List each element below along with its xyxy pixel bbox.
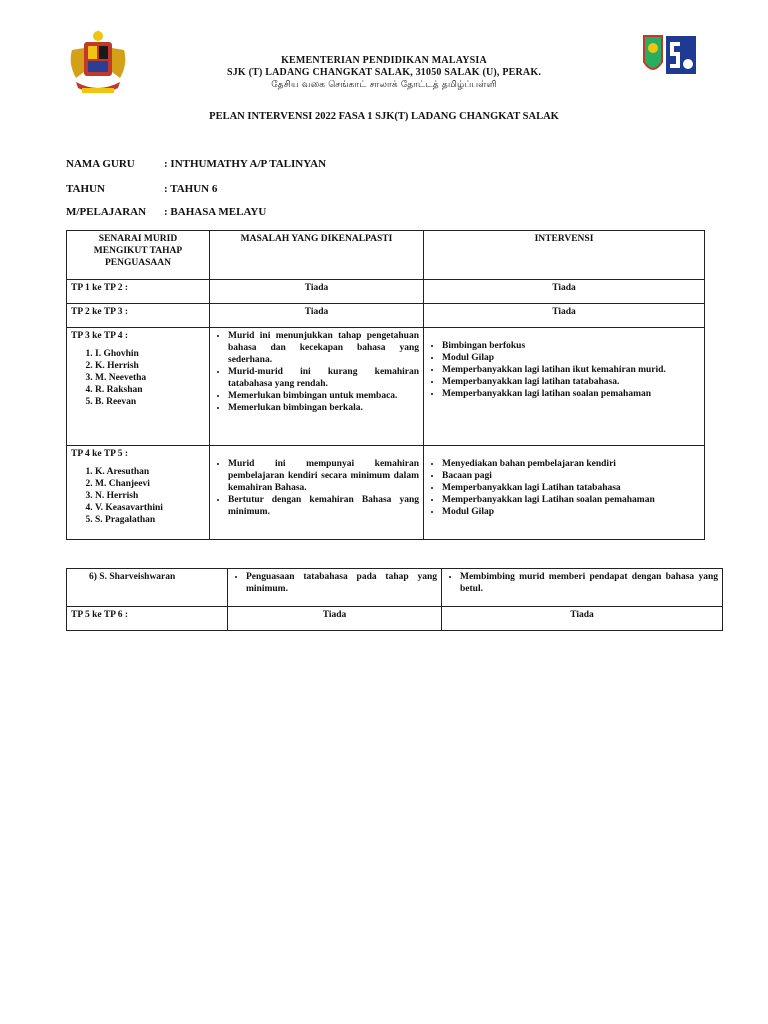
tp-label: TP 4 ke TP 5 :	[71, 449, 129, 459]
table-row	[67, 446, 705, 540]
school-address: SJK (T) LADANG CHANGKAT SALAK, 31050 SALAK (U), PERAK.	[226, 67, 542, 78]
problem-cell: Tiada	[228, 607, 442, 631]
student-name: 5. B. Reevan	[95, 396, 205, 408]
student-name: 3. N. Herrish	[95, 490, 205, 502]
letterhead	[0, 55, 768, 91]
problem-item: • Penguasaan tatabahasa pada tahap yang minimum.	[246, 571, 437, 595]
student-name: 3. M. Neevetha	[95, 372, 205, 384]
intervention-list	[428, 340, 700, 400]
intervention-item: • Memperbanyakkan lagi latihan soalan pemahaman	[442, 388, 700, 400]
student-name: 5. S. Pragalathan	[95, 514, 205, 526]
problem-cell: Tiada	[210, 304, 424, 328]
info-row-subject	[66, 206, 266, 218]
intervention-item: • Bimbingan berfokus	[442, 340, 700, 352]
info-value: : INTHUMATHY A/P TALINYAN	[164, 158, 327, 170]
student-list	[71, 466, 205, 526]
intervention-list	[428, 458, 700, 518]
table-row	[67, 569, 723, 607]
header-problems: MASALAH YANG DIKENALPASTI	[210, 231, 424, 280]
problem-list	[214, 330, 419, 414]
intervention-item: • Membimbing murid memberi pendapat dengan bahasa yang betul.	[460, 571, 718, 595]
table-header-row	[67, 231, 705, 280]
problem-item: • Murid ini mempunyai kemahiran pembelajaran kendiri secara minimum dalam kemahiran Bahasa.	[228, 458, 419, 494]
header-students: SENARAI MURID MENGIKUT TAHAP PENGUASAAN	[67, 231, 210, 280]
intervention-item: • Bacaan pagi	[442, 470, 700, 482]
problem-list	[232, 571, 437, 595]
intervention-cell	[424, 446, 705, 540]
student-name: 4. V. Keasavarthini	[95, 502, 205, 514]
intervention-item: • Memperbanyakkan lagi Latihan tatabahasa	[442, 482, 700, 494]
intervention-item: • Memperbanyakkan lagi latihan tatabahasa.	[442, 376, 700, 388]
problem-item: • Murid ini menunjukkan tahap pengetahuan bahasa dan kecekapan bahasa yang sederhana.	[228, 330, 419, 366]
tp-label: TP 3 ke TP 4 :	[71, 331, 129, 341]
problem-item: • Memerlukan bimbingan untuk membaca.	[228, 390, 419, 402]
student-name: 1. K. Aresuthan	[95, 466, 205, 478]
problem-item: • Memerlukan bimbingan berkala.	[228, 402, 419, 414]
info-key: M/PELAJARAN	[66, 206, 147, 218]
info-value: : TAHUN 6	[164, 183, 218, 195]
table-row	[67, 280, 705, 304]
intervention-table	[66, 230, 705, 540]
table-row	[67, 304, 705, 328]
info-key: TAHUN	[66, 183, 105, 195]
tp-label: TP 2 ke TP 3 :	[67, 304, 210, 328]
school-tamil-name: தேசிய வகை செங்காட் சாலாக் தோட்டத் தமிழ்ப்பள்ளி	[271, 80, 497, 90]
student-list	[71, 348, 205, 408]
header-intervention: INTERVENSI	[424, 231, 705, 280]
students-cell	[67, 328, 210, 446]
problem-cell	[228, 569, 442, 607]
student-name: 4. R. Rakshan	[95, 384, 205, 396]
problem-list	[214, 458, 419, 518]
intervention-item: • Modul Gilap	[442, 352, 700, 364]
intervention-item: • Memperbanyakkan lagi Latihan soalan pemahaman	[442, 494, 700, 506]
info-key: NAMA GURU	[66, 158, 135, 170]
intervention-cell: Tiada	[424, 280, 705, 304]
problem-item: • Murid-murid ini kurang kemahiran tatabahasa yang rendah.	[228, 366, 419, 390]
problem-cell	[210, 328, 424, 446]
intervention-cell	[442, 569, 723, 607]
student-name: 6) S. Sharveishwaran	[67, 569, 228, 607]
intervention-item: • Memperbanyakkan lagi latihan ikut kemahiran murid.	[442, 364, 700, 376]
problem-cell	[210, 446, 424, 540]
info-value: : BAHASA MELAYU	[164, 206, 267, 218]
intervention-item: • Menyediakan bahan pembelajaran kendiri	[442, 458, 700, 470]
intervention-table-continued	[66, 568, 723, 631]
intervention-item: • Modul Gilap	[442, 506, 700, 518]
table-row	[67, 607, 723, 631]
students-cell	[67, 446, 210, 540]
problem-item: • Bertutur dengan kemahiran Bahasa yang minimum.	[228, 494, 419, 518]
problem-cell: Tiada	[210, 280, 424, 304]
tp-label: TP 1 ke TP 2 :	[67, 280, 210, 304]
student-name: 2. K. Herrish	[95, 360, 205, 372]
intervention-cell	[424, 328, 705, 446]
student-name: 2. M. Chanjeevi	[95, 478, 205, 490]
intervention-cell: Tiada	[442, 607, 723, 631]
info-row-year	[66, 183, 217, 195]
ministry-name: KEMENTERIAN PENDIDIKAN MALAYSIA	[281, 55, 487, 66]
plan-title: PELAN INTERVENSI 2022 FASA 1 SJK(T) LADANG CHANGKAT SALAK	[209, 111, 559, 122]
info-row-teacher	[66, 158, 326, 170]
tp-label: TP 5 ke TP 6 :	[67, 607, 228, 631]
student-name: 1. I. Ghovhin	[95, 348, 205, 360]
table-row	[67, 328, 705, 446]
intervention-list	[446, 571, 718, 595]
intervention-cell: Tiada	[424, 304, 705, 328]
